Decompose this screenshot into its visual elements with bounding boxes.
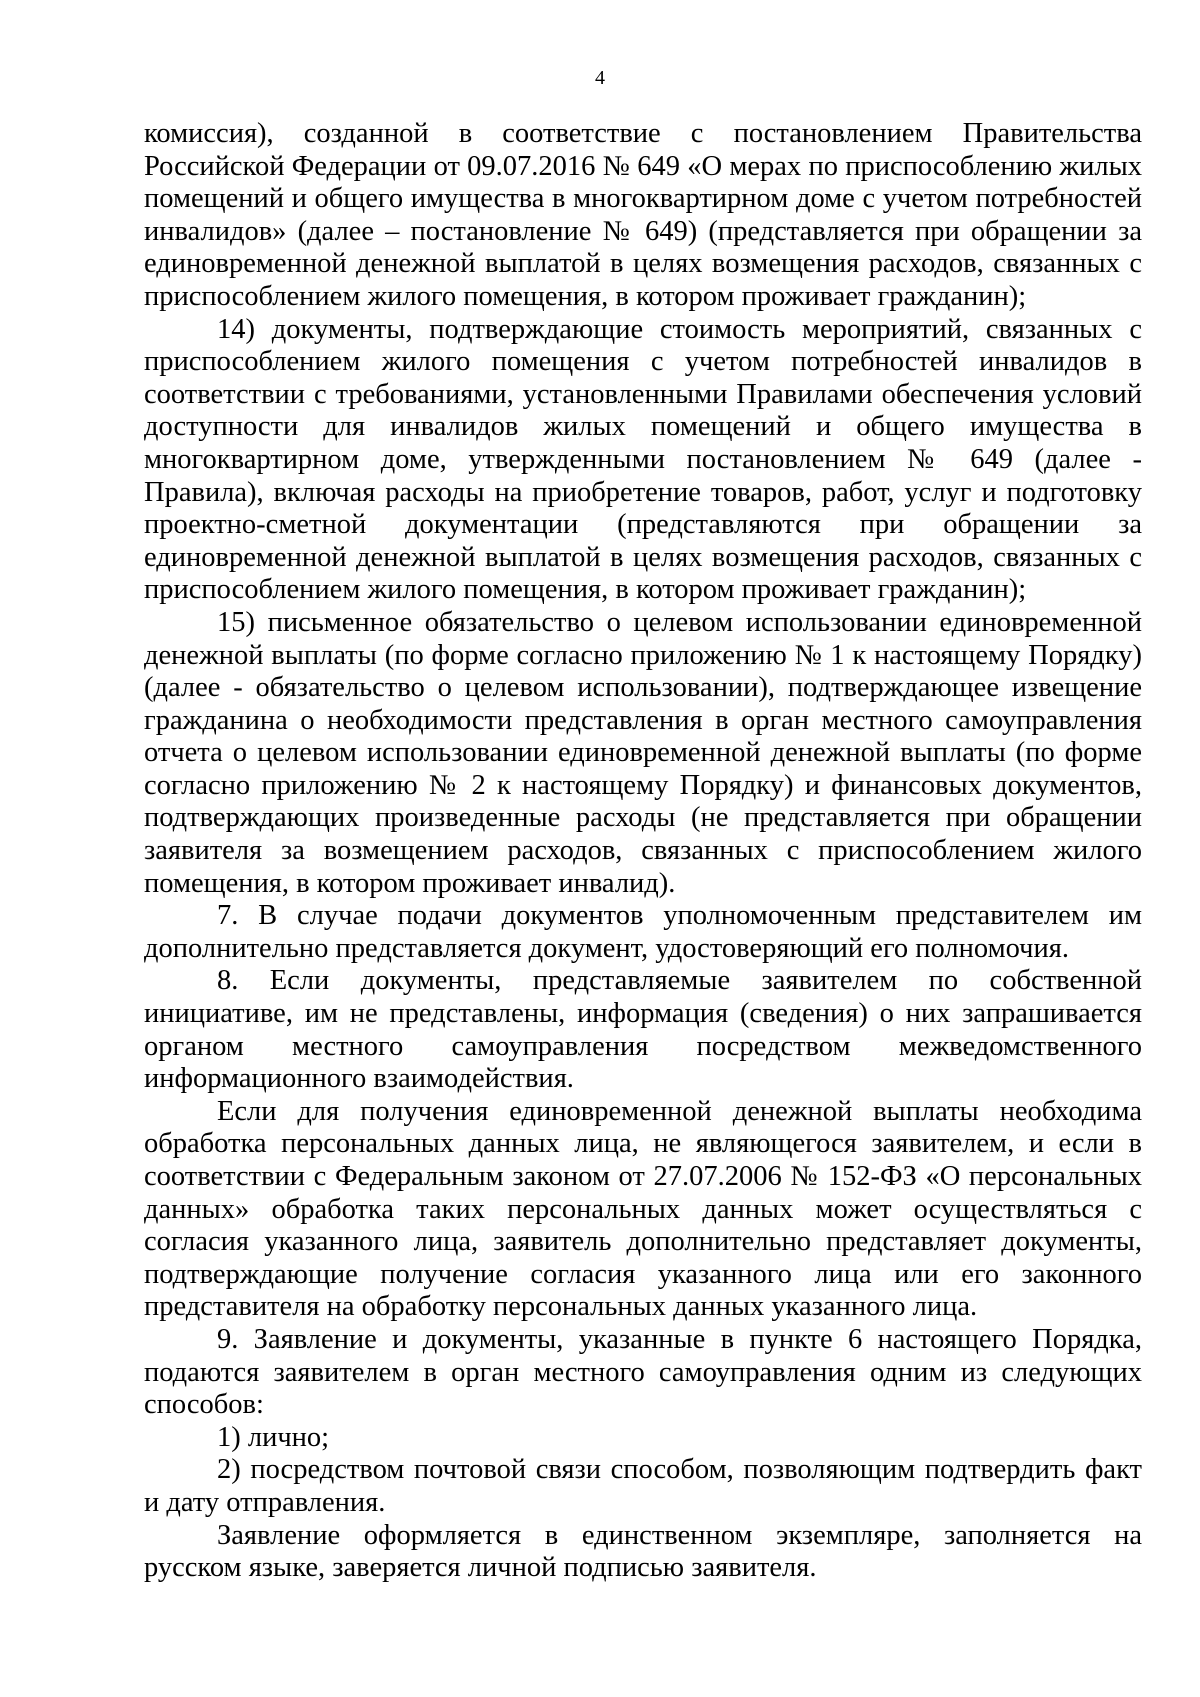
paragraph-personal-data: Если для получения единовременной денежной выплаты необходима обработка персональных данных лица, не являющегося заявителем, и если в соответствии с Федеральным законом от 27.07.2006 № 152-ФЗ «О персональных данных» обработка таких персональных данных может осуществляться с согласия указанного лица, заявитель дополнительно представляет документы, подтверждающие получение согласия указанного лица или его законного представителя на обработку персональных данных указанного лица. [144,1095,1142,1323]
paragraph-item-15: 15) письменное обязательство о целевом использовании единовременной денежной выплаты (по форме согласно приложению № 1 к настоящему Порядку) (далее - обязательство о целевом использовании), подтверждающее извещение гражданина о необходимости представления в орган местного самоуправления отчета о целевом использовании единовременной денежной выплаты (по форме согласно приложению № 2 к настоящему Порядку) и финансовых документов, подтверждающих произведенные расходы (не представляется при обращении заявителя за возмещением расходов, связанных с приспособлением жилого помещения, в котором проживает инвалид). [144,606,1142,899]
paragraph-clause-9: 9. Заявление и документы, указанные в пункте 6 настоящего Порядка, подаются заявителем в орган местного самоуправления одним из следующих способов: [144,1323,1142,1421]
document-body [144,118,1142,1585]
paragraph-method-2: 2) посредством почтовой связи способом, позволяющим подтвердить факт и дату отправления. [144,1454,1142,1518]
paragraph-continuation: комиссия), созданной в соответствие с постановлением Правительства Российской Федерации от 09.07.2016 № 649 «О мерах по приспособлению жилых помещений и общего имущества в многоквартирном доме с учетом потребностей инвалидов» (далее – постановление № 649) (представляется при обращении за единовременной денежной выплатой в целях возмещения расходов, связанных с приспособлением жилого помещения, в котором проживает гражданин); [144,118,1142,312]
paragraph-item-14: 14) документы, подтверждающие стоимость мероприятий, связанных с приспособлением жилого помещения с учетом потребностей инвалидов в соответствии с требованиями, установленными Правилами обеспечения условий доступности для инвалидов жилых помещений и общего имущества в многоквартирном доме, утвержденными постановлением № 649 (далее - Правила), включая расходы на приобретение товаров, работ, услуг и подготовку проектно-сметной документации (представляются при обращении за единовременной денежной выплатой в целях возмещения расходов, связанных с приспособлением жилого помещения, в котором проживает гражданин); [144,313,1142,606]
paragraph-clause-7: 7. В случае подачи документов уполномоченным представителем им дополнительно представляется документ, удостоверяющий его полномочия. [144,900,1142,964]
page-number: 4 [595,67,605,89]
paragraph-clause-8: 8. Если документы, представляемые заявителем по собственной инициативе, им не представлены, информация (сведения) о них запрашивается органом местного самоуправления посредством межведомственного информационного взаимодействия. [144,965,1142,1095]
paragraph-application-format: Заявление оформляется в единственном экземпляре, заполняется на русском языке, заверяется личной подписью заявителя. [144,1519,1142,1584]
paragraph-method-1: 1) лично; [217,1421,330,1453]
